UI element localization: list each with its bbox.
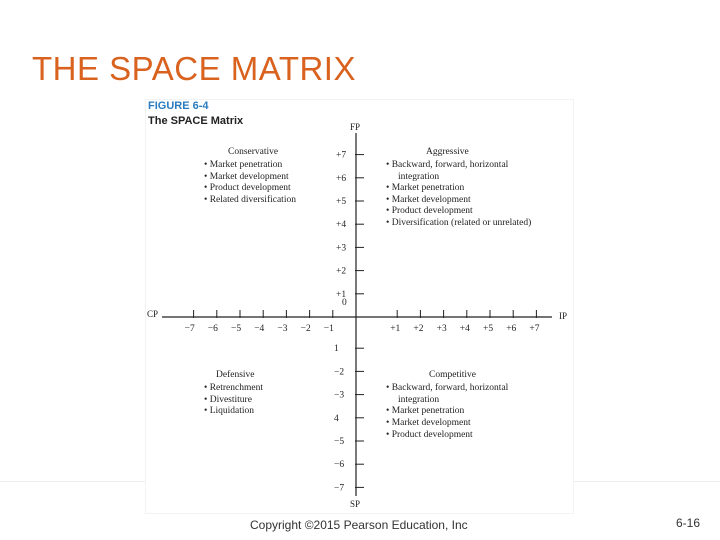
strategy-item: • Backward, forward, horizontal (386, 160, 509, 170)
axis-label-sp: SP (350, 499, 361, 509)
strategy-item: integration (398, 395, 440, 405)
conservative-list (204, 160, 296, 205)
strategy-item: • Liquidation (204, 406, 255, 416)
competitive-list (386, 382, 509, 440)
axis-label-ip: IP (559, 311, 568, 321)
x-tick-label: −7 (184, 324, 195, 334)
strategy-item: • Product development (386, 206, 473, 216)
x-tick-label: −2 (300, 324, 311, 334)
x-tick-label: +5 (483, 324, 494, 334)
y-tick-label: +7 (336, 150, 347, 161)
y-tick-label: 4 (334, 413, 339, 424)
y-tick-label: +2 (336, 266, 347, 277)
strategy-item: • Product development (204, 183, 291, 193)
y-tick-label: −6 (334, 460, 345, 471)
strategy-item: • Market development (386, 195, 471, 205)
axis-label-fp: FP (350, 122, 361, 132)
x-tick-label: −4 (254, 324, 265, 334)
figure-label: FIGURE 6-4 (148, 100, 209, 112)
strategy-item: • Diversification (related or unrelated) (386, 218, 532, 228)
figure-title: The SPACE Matrix (148, 115, 244, 127)
strategy-item: • Backward, forward, horizontal (386, 383, 509, 393)
strategy-item: integration (398, 172, 440, 182)
y-tick-label: −5 (334, 437, 345, 447)
y-tick-label: +3 (336, 243, 347, 254)
x-tick-label: −5 (231, 324, 242, 334)
strategy-item: • Market penetration (386, 183, 465, 193)
x-tick-label: −1 (323, 324, 334, 334)
quadrant-title-defensive: Defensive (216, 370, 255, 380)
strategy-item: • Market development (204, 172, 289, 182)
y-tick-label: +6 (336, 173, 347, 184)
strategy-item: • Related diversification (204, 195, 296, 205)
strategy-item: • Market penetration (386, 406, 465, 416)
space-matrix-figure (146, 100, 573, 513)
slide-number: 6-16 (675, 516, 700, 530)
y-tick-label: +5 (336, 197, 347, 207)
strategy-item: • Product development (386, 430, 473, 440)
quadrant-title-conservative: Conservative (228, 147, 279, 157)
y-tick-label: +1 (336, 289, 347, 300)
axis-label-cp: CP (147, 309, 159, 319)
y-tick-label: −2 (334, 367, 345, 378)
copyright-footer: Copyright ©2015 Pearson Education, Inc (250, 518, 468, 532)
aggressive-list (386, 159, 531, 228)
slide-title: THE SPACE MATRIX (32, 50, 356, 87)
defensive-list (204, 383, 263, 416)
y-tick-label: +4 (336, 220, 347, 231)
x-tick-label: +4 (459, 324, 470, 334)
origin-label: 0 (342, 298, 347, 308)
x-tick-label: +2 (413, 324, 424, 334)
space-matrix-diagram (146, 100, 573, 513)
x-tick-label: −3 (277, 324, 288, 334)
x-tick-label: +3 (436, 324, 447, 334)
y-tick-label: 1 (334, 344, 339, 355)
quadrant-title-aggressive: Aggressive (426, 147, 469, 157)
strategy-item: • Market penetration (204, 160, 283, 170)
strategy-item: • Market development (386, 418, 471, 428)
strategy-item: • Retrenchment (204, 383, 263, 393)
x-tick-label: −6 (207, 324, 218, 334)
y-tick-label: −3 (334, 390, 345, 401)
x-tick-label: +1 (390, 324, 401, 334)
strategy-item: • Divestiture (204, 395, 252, 405)
quadrant-title-competitive: Competitive (429, 370, 476, 380)
y-tick-label: −7 (334, 483, 345, 494)
x-tick-label: +7 (529, 324, 540, 334)
x-tick-label: +6 (506, 324, 517, 334)
